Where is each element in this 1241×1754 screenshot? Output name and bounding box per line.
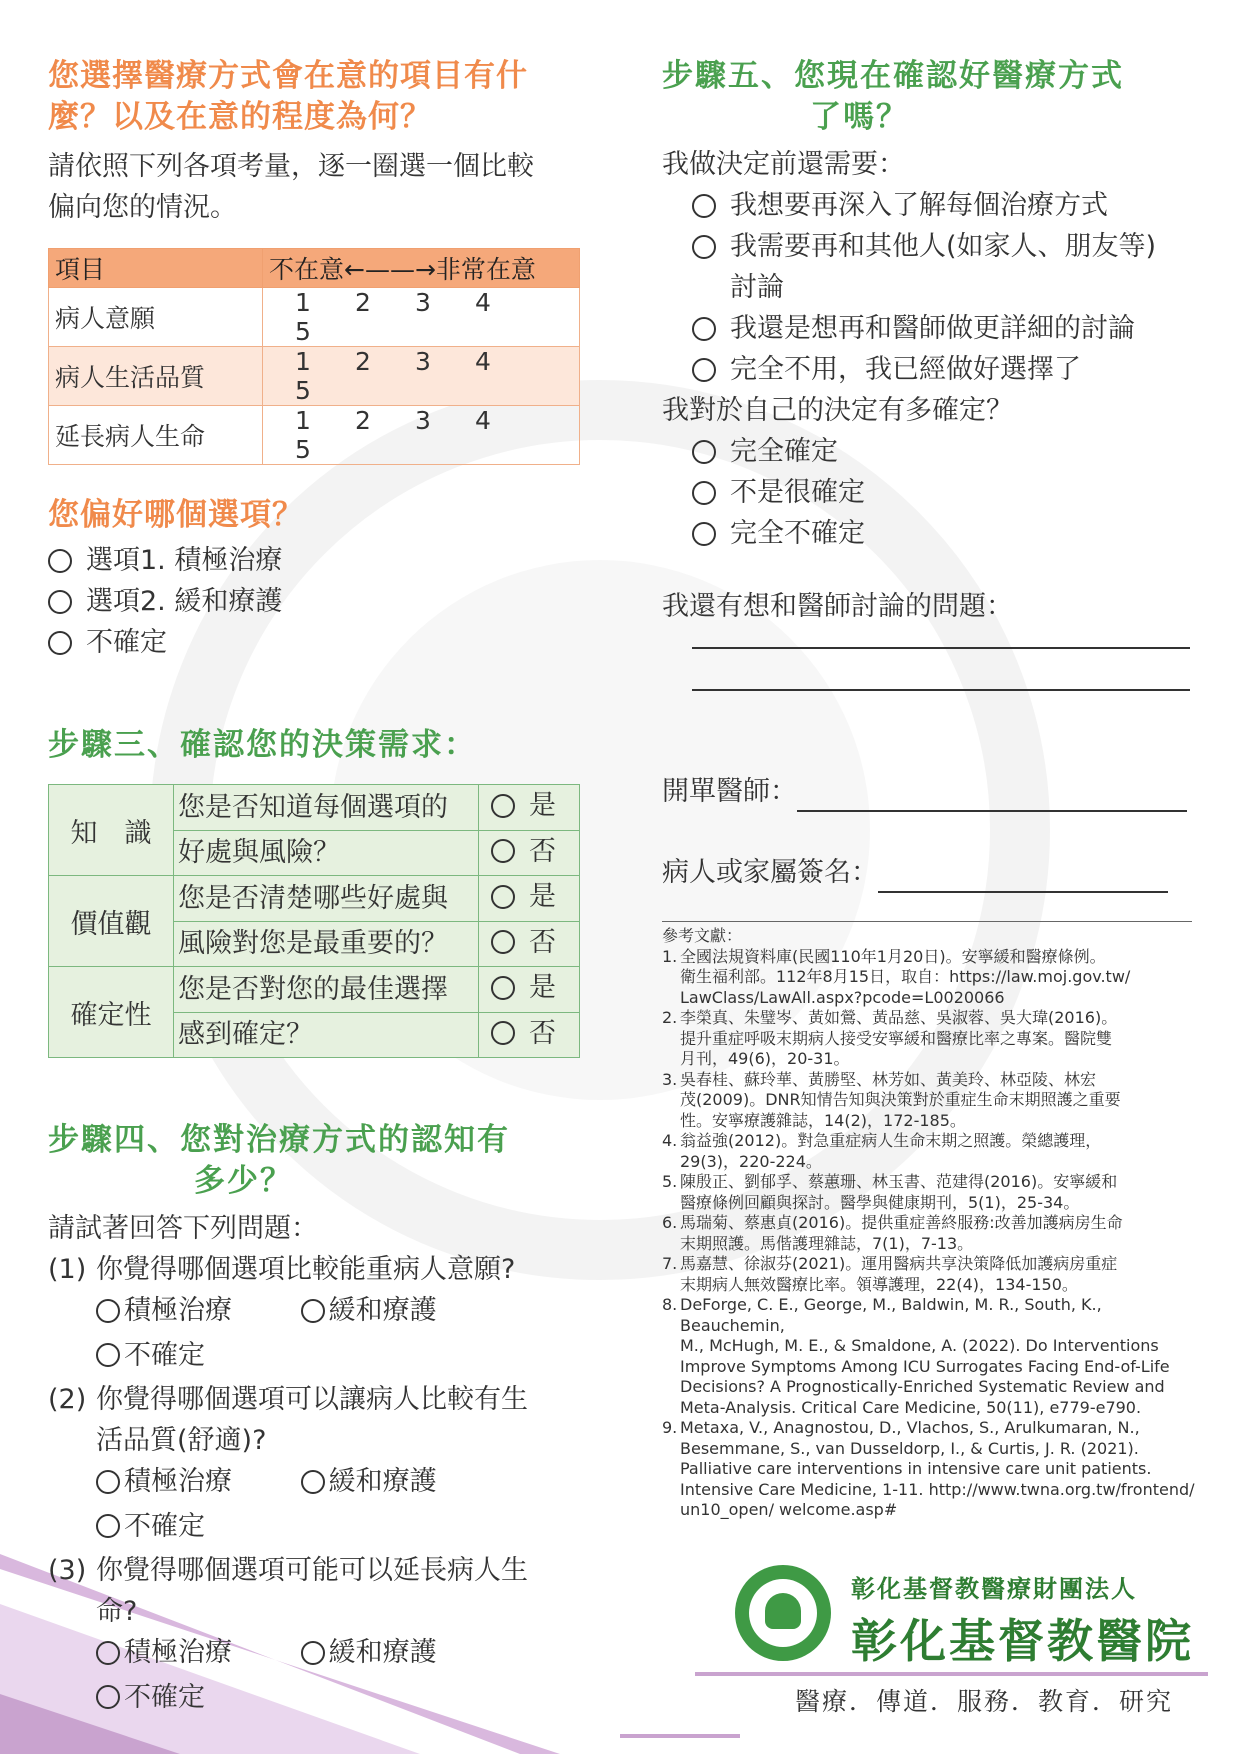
scale-value[interactable]: 2 xyxy=(355,347,371,376)
radio-circle-icon[interactable] xyxy=(491,885,515,909)
question-item xyxy=(48,1249,588,1290)
importance-instruction-line2: 偏向您的情況。 xyxy=(48,192,237,223)
references-title: 參考文獻： xyxy=(662,926,743,945)
ref-line: 全國法規資料庫(民國110年1月20日)。安寧緩和醫療條例。 xyxy=(680,946,1106,966)
certainty-option[interactable] xyxy=(692,431,1202,472)
step3-section xyxy=(48,725,588,1058)
scale-value[interactable]: 4 xyxy=(475,288,491,317)
question-text: 風險對您是最重要的？ xyxy=(174,921,479,967)
radio-circle-icon[interactable] xyxy=(692,235,716,259)
reference-item xyxy=(662,1131,1202,1172)
option-label: 完全不用，我已經做好選擇了 xyxy=(730,354,1081,385)
radio-circle-icon[interactable] xyxy=(48,590,72,614)
ref-line: 月刊，49(6)，20-31。 xyxy=(680,1049,850,1068)
right-column xyxy=(662,56,1202,1521)
radio-circle-icon[interactable] xyxy=(96,1343,120,1367)
preference-section xyxy=(48,495,588,663)
radio-circle-icon[interactable] xyxy=(692,440,716,464)
step5-title-line2: 了嗎？ xyxy=(810,99,909,135)
option-label: 完全不確定 xyxy=(730,518,865,549)
col-header-scale: 不在意←——→非常在意 xyxy=(263,249,580,288)
question-number: (3) xyxy=(48,1555,87,1586)
ref-line: 醫療條例回顧與探討。醫學與健康期刊，5(1)，25-34。 xyxy=(680,1192,1080,1212)
scale-cell[interactable] xyxy=(263,288,580,347)
radio-circle-icon[interactable] xyxy=(96,1470,120,1494)
ref-line: 29(3)，220-224。 xyxy=(680,1151,822,1171)
need-option[interactable] xyxy=(692,226,1202,267)
preference-title: 您偏好哪個選項？ xyxy=(48,497,304,533)
reference-item xyxy=(662,1172,1202,1213)
choice-label: 不確定 xyxy=(124,1681,205,1713)
ref-line: 吳春桂、蘇玲華、黃勝堅、林芳如、黃美玲、林亞陵、林宏 xyxy=(680,1069,1097,1089)
yes-option[interactable] xyxy=(479,876,580,922)
question-item xyxy=(48,1550,588,1591)
table-row xyxy=(49,347,580,406)
importance-section xyxy=(48,56,588,465)
ref-line: 翁益強(2012)。對急重症病人生命末期之照護。榮總護理， xyxy=(680,1131,1102,1150)
question-text: 感到確定？ xyxy=(174,1012,479,1058)
option-label: 選項1. 積極治療 xyxy=(86,545,283,576)
yes-option[interactable] xyxy=(479,785,580,831)
ref-line: 馬瑞菊、蔡惠貞(2016)。提供重症善終服務:改善加護病房生命 xyxy=(680,1213,1123,1232)
scale-value[interactable]: 1 xyxy=(295,288,311,317)
choice-option[interactable] xyxy=(96,1632,262,1673)
preference-option[interactable] xyxy=(48,622,588,663)
choice-option[interactable] xyxy=(96,1335,235,1376)
category-label: 知 識 xyxy=(49,785,174,876)
option-label-cont: 討論 xyxy=(730,272,784,303)
signature-input-line[interactable] xyxy=(878,863,1168,893)
option-label: 我需要再和其他人(如家人、朋友等) xyxy=(730,231,1157,262)
scale-cell[interactable] xyxy=(263,347,580,406)
question-text: 你覺得哪個選項比較能重病人意願? xyxy=(96,1254,516,1285)
ref-number: 3. xyxy=(662,1069,678,1089)
ref-line: LawClass/LawAll.aspx?pcode=L0020066 xyxy=(680,987,1005,1007)
choice-option[interactable] xyxy=(301,1290,467,1331)
step5-title-line1: 步驟五、您現在確認好醫療方式 xyxy=(662,58,1124,94)
certainty-label: 我對於自己的決定有多確定？ xyxy=(662,395,1013,426)
yes-label: 是 xyxy=(529,881,556,912)
table-row xyxy=(49,406,580,465)
choice-label: 緩和療護 xyxy=(328,1295,437,1326)
step4-title-line1: 步驟四、您對治療方式的認知有 xyxy=(48,1122,510,1158)
col-header-item: 項目 xyxy=(49,249,263,288)
row-label: 延長病人生命 xyxy=(49,406,263,465)
choice-label: 積極治療 xyxy=(124,1295,232,1326)
ref-number: 2. xyxy=(662,1008,678,1027)
choice-row xyxy=(48,1461,588,1550)
radio-circle-icon[interactable] xyxy=(301,1299,325,1323)
scale-value[interactable]: 4 xyxy=(475,347,491,376)
ref-number: 7. xyxy=(662,1254,678,1273)
signature-label: 病人或家屬簽名： xyxy=(662,857,878,888)
ref-line: 末期病人無效醫療比率。領導護理，22(4)，134-150。 xyxy=(680,1274,1078,1294)
scale-value[interactable]: 5 xyxy=(295,376,311,405)
importance-instruction-line1: 請依照下列各項考量，逐一圈選一個比較 xyxy=(48,151,534,182)
category-label: 價值觀 xyxy=(49,876,174,967)
ref-line: un10_open/ welcome.asp# xyxy=(680,1500,898,1519)
question-item-cont xyxy=(48,1591,588,1632)
question-text: 您是否對您的最佳選擇 xyxy=(174,967,479,1013)
importance-title-line2: 麼？以及在意的程度為何？ xyxy=(48,99,432,135)
ref-line: 性。安寧療護雜誌，14(2)，172-185。 xyxy=(680,1110,966,1130)
ref-line: M., McHugh, M. E., & Smaldone, A. (2022). Do Interventions xyxy=(680,1336,1159,1355)
choice-label: 積極治療 xyxy=(124,1637,232,1668)
no-option[interactable] xyxy=(479,830,580,876)
left-column xyxy=(48,56,588,1721)
importance-title-line1: 您選擇醫療方式會在意的項目有什 xyxy=(48,58,528,94)
question-text: 活品質(舒適)? xyxy=(96,1425,267,1456)
ref-line: Besemmane, S., van Dusseldorp, I., & Curtis, J. R. (2021). xyxy=(680,1438,1139,1458)
question-item xyxy=(48,1379,588,1420)
option-label: 選項2. 緩和療護 xyxy=(86,586,283,617)
question-text: 好處與風險？ xyxy=(174,830,479,876)
ref-line: 陳殷正、劉郁孚、蔡蕙珊、林玉書、范建得(2016)。安寧緩和 xyxy=(680,1172,1118,1191)
radio-circle-icon[interactable] xyxy=(692,481,716,505)
ref-number: 8. xyxy=(662,1295,678,1314)
ref-line: Decisions? A Prognostically-Enriched Systematic Review and xyxy=(680,1377,1165,1396)
choice-label: 積極治療 xyxy=(124,1466,232,1497)
org-name-small: 彰化基督教醫療財團法人 xyxy=(851,1575,1137,1603)
ref-number: 6. xyxy=(662,1213,678,1232)
scale-value[interactable]: 1 xyxy=(295,406,311,435)
answer-line[interactable] xyxy=(692,647,1190,649)
ref-number: 1. xyxy=(662,946,678,966)
table-row xyxy=(49,288,580,347)
reference-item xyxy=(662,1070,1202,1132)
need-option[interactable] xyxy=(692,185,1202,226)
ref-number: 5. xyxy=(662,1172,678,1191)
importance-table xyxy=(48,248,580,465)
radio-circle-icon[interactable] xyxy=(96,1514,120,1538)
doctor-field xyxy=(662,771,1202,812)
doctor-label: 開單醫師： xyxy=(662,776,797,807)
no-option[interactable] xyxy=(479,1012,580,1058)
ref-line: DeForge, C. E., George, M., Baldwin, M. R., South, K., Beauchemin, xyxy=(680,1295,1102,1335)
reference-item xyxy=(662,1008,1202,1070)
ref-number: 4. xyxy=(662,1131,678,1150)
radio-circle-icon[interactable] xyxy=(491,930,515,954)
option-label: 不確定 xyxy=(86,627,167,658)
scale-value[interactable]: 5 xyxy=(295,435,311,464)
reference-item xyxy=(662,1418,1202,1521)
no-label: 否 xyxy=(529,835,556,867)
option-label: 完全確定 xyxy=(730,436,838,467)
option-label: 我還是想再和醫師做更詳細的討論 xyxy=(730,313,1135,344)
scale-value[interactable]: 3 xyxy=(415,288,431,317)
step3-title: 步驟三、確認您的決策需求： xyxy=(48,727,477,763)
scale-value[interactable]: 5 xyxy=(295,317,311,346)
radio-circle-icon[interactable] xyxy=(301,1470,325,1494)
motto-text: 醫療．傳道．服務．教育．研究 xyxy=(795,1687,1174,1716)
reference-item xyxy=(662,1295,1202,1418)
yes-label: 是 xyxy=(529,972,556,1003)
table-row xyxy=(49,876,580,922)
yes-option[interactable] xyxy=(479,967,580,1013)
question-text: 你覺得哪個選項可能可以延長病人生 xyxy=(96,1555,528,1586)
choice-option[interactable] xyxy=(301,1461,467,1502)
doctor-input-line[interactable] xyxy=(797,782,1187,812)
radio-circle-icon[interactable] xyxy=(692,358,716,382)
scale-value[interactable]: 2 xyxy=(355,406,371,435)
need-label: 我做決定前還需要： xyxy=(662,149,905,180)
ref-line: 末期照護。馬偕護理雜誌，7(1)，7-13。 xyxy=(680,1233,974,1253)
choice-label: 緩和療護 xyxy=(328,1637,437,1668)
ref-line: 衛生福利部。112年8月15日，取自：https://law.moj.gov.tw/ xyxy=(680,967,1131,986)
radio-circle-icon[interactable] xyxy=(96,1685,120,1709)
yes-label: 是 xyxy=(529,790,556,821)
answer-line[interactable] xyxy=(692,689,1190,691)
scale-value[interactable]: 2 xyxy=(355,288,371,317)
choice-option[interactable] xyxy=(96,1677,235,1718)
preference-option[interactable] xyxy=(48,581,588,622)
choice-label: 緩和療護 xyxy=(328,1466,437,1497)
no-label: 否 xyxy=(529,1017,556,1049)
choice-option[interactable] xyxy=(301,1632,467,1673)
choice-option[interactable] xyxy=(96,1290,262,1331)
row-label: 病人生活品質 xyxy=(49,347,263,406)
table-row xyxy=(49,785,580,831)
option-label: 不是很確定 xyxy=(730,477,865,508)
choice-label: 不確定 xyxy=(124,1510,205,1542)
row-label: 病人意願 xyxy=(49,288,263,347)
signature-field xyxy=(662,852,1202,893)
question-number: (1) xyxy=(48,1254,87,1285)
ref-line: Improve Symptoms Among ICU Surrogates Facing End-of-Life xyxy=(680,1356,1170,1376)
questions-label: 我還有想和醫師討論的問題： xyxy=(662,591,1013,622)
motto-divider xyxy=(695,1672,1208,1676)
question-item-cont xyxy=(48,1420,588,1461)
radio-circle-icon[interactable] xyxy=(301,1641,325,1665)
indent-spacer xyxy=(48,1591,96,1632)
step4-title-line2: 多少？ xyxy=(194,1163,293,1199)
org-name-big: 彰化基督教醫院 xyxy=(851,1614,1194,1668)
certainty-option[interactable] xyxy=(692,472,1202,513)
radio-circle-icon[interactable] xyxy=(491,1021,515,1045)
scale-value[interactable]: 1 xyxy=(295,347,311,376)
question-text: 你覺得哪個選項可以讓病人比較有生 xyxy=(96,1384,528,1415)
choice-option[interactable] xyxy=(96,1461,262,1502)
scale-value[interactable]: 3 xyxy=(415,406,431,435)
need-option[interactable] xyxy=(692,349,1202,390)
indent-spacer xyxy=(48,1420,96,1461)
table-row xyxy=(49,967,580,1013)
ref-line: 馬嘉慧、徐淑芬(2021)。運用醫病共享決策降低加護病房重症 xyxy=(680,1254,1118,1273)
radio-circle-icon[interactable] xyxy=(96,1299,120,1323)
step4-section xyxy=(48,1120,588,1721)
radio-circle-icon[interactable] xyxy=(692,194,716,218)
choice-option[interactable] xyxy=(96,1506,235,1547)
ref-line: Metaxa, V., Anagnostou, D., Vlachos, S., Arulkumaran, N., xyxy=(680,1418,1140,1437)
ref-number: 9. xyxy=(662,1418,678,1437)
radio-circle-icon[interactable] xyxy=(48,631,72,655)
step4-instruction: 請試著回答下列問題： xyxy=(48,1213,318,1244)
divider xyxy=(662,921,1192,922)
choice-row xyxy=(48,1290,588,1379)
choice-label: 不確定 xyxy=(124,1339,205,1371)
need-option[interactable] xyxy=(692,308,1202,349)
radio-circle-icon[interactable] xyxy=(491,976,515,1000)
certainty-option[interactable] xyxy=(692,513,1202,554)
scale-value[interactable]: 3 xyxy=(415,347,431,376)
reference-item xyxy=(662,1254,1202,1295)
references xyxy=(662,926,1202,1521)
scale-value[interactable]: 4 xyxy=(475,406,491,435)
radio-circle-icon[interactable] xyxy=(491,794,515,818)
option-label: 我想要再深入了解每個治療方式 xyxy=(730,190,1108,221)
ref-line: 茂(2009)。DNR知情告知與決策對於重症生命末期照護之重要 xyxy=(680,1090,1121,1109)
question-number: (2) xyxy=(48,1384,87,1415)
no-option[interactable] xyxy=(479,921,580,967)
ref-line: Palliative care interventions in intensive care unit patients. xyxy=(680,1459,1152,1478)
question-text: 您是否清楚哪些好處與 xyxy=(174,876,479,922)
radio-circle-icon[interactable] xyxy=(692,522,716,546)
ref-line: 李榮真、朱璧岑、黃如鶯、黃品慈、吳淑蓉、吳大瑋(2016)。 xyxy=(680,1008,1118,1027)
reference-item xyxy=(662,947,1202,1009)
preference-option[interactable] xyxy=(48,540,588,581)
ref-line: 提升重症呼吸末期病人接受安寧緩和醫療比率之專案。醫院雙 xyxy=(680,1028,1113,1048)
category-label: 確定性 xyxy=(49,967,174,1058)
radio-circle-icon[interactable] xyxy=(692,317,716,341)
ref-line: Meta-Analysis. Critical Care Medicine, 50(11), e779-e790. xyxy=(680,1397,1142,1417)
reference-item xyxy=(662,1213,1202,1254)
no-label: 否 xyxy=(529,926,556,958)
choice-row xyxy=(48,1632,588,1721)
ref-line: Intensive Care Medicine, 1-11. http://www.twna.org.tw/frontend/ xyxy=(680,1479,1195,1499)
hospital-logo-icon xyxy=(735,1565,831,1661)
radio-circle-icon[interactable] xyxy=(491,839,515,863)
scale-cell[interactable] xyxy=(263,406,580,465)
question-text: 命? xyxy=(96,1596,138,1627)
radio-circle-icon[interactable] xyxy=(96,1641,120,1665)
step5-section xyxy=(662,56,1202,893)
radio-circle-icon[interactable] xyxy=(48,549,72,573)
decision-needs-table xyxy=(48,784,580,1058)
question-text: 您是否知道每個選項的 xyxy=(174,785,479,831)
